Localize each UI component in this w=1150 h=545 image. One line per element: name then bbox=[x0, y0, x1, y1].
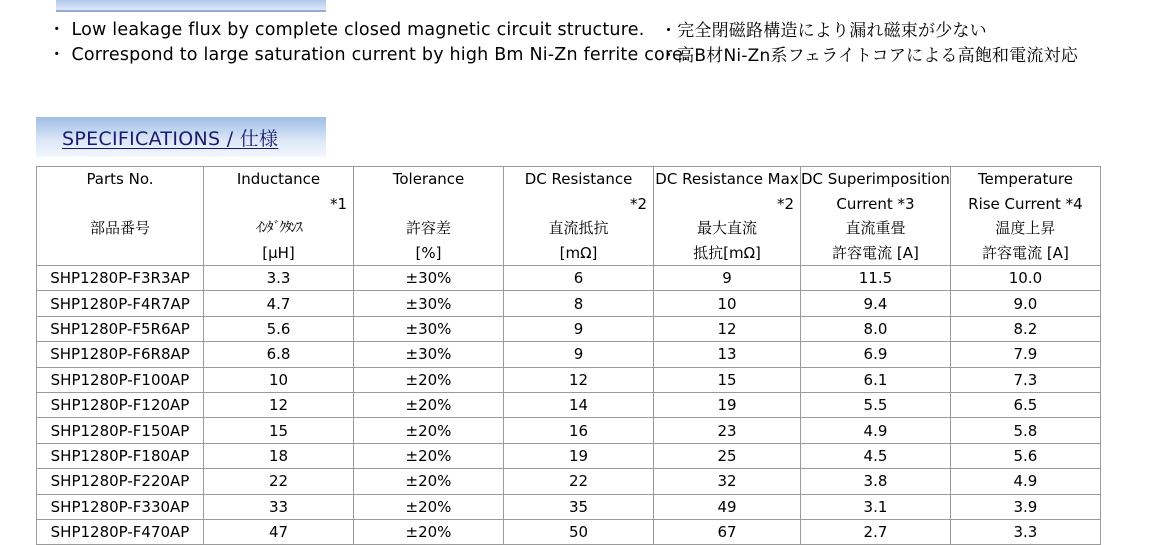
cell-superimposition-current: 2.7 bbox=[801, 519, 951, 544]
table-row bbox=[37, 418, 1101, 443]
cell-part-number: SHP1280P-F150AP bbox=[37, 418, 204, 443]
table-row bbox=[37, 519, 1101, 544]
cell-tolerance: ±30% bbox=[354, 342, 504, 367]
cell-inductance: 5.6 bbox=[204, 316, 354, 341]
cell-inductance: 22 bbox=[204, 469, 354, 494]
header-note-1: *1 bbox=[204, 192, 354, 217]
cell-part-number: SHP1280P-F330AP bbox=[37, 494, 204, 519]
cell-superimposition-current: 9.4 bbox=[801, 291, 951, 316]
cell-tolerance: ±20% bbox=[354, 418, 504, 443]
table-row bbox=[37, 494, 1101, 519]
cell-part-number: SHP1280P-F100AP bbox=[37, 367, 204, 392]
cell-dc-resistance-max: 67 bbox=[654, 519, 801, 544]
header-r4-c1 bbox=[37, 241, 204, 266]
table-row bbox=[37, 367, 1101, 392]
header-unit-uh: [μH] bbox=[204, 241, 354, 266]
header-jp-superimposition: 直流重畳 bbox=[801, 216, 951, 241]
cell-tolerance: ±20% bbox=[354, 494, 504, 519]
cell-dc-resistance: 35 bbox=[504, 494, 654, 519]
header-temperature: Temperature bbox=[950, 167, 1100, 192]
header-dc-resistance-max: DC Resistance Max bbox=[654, 167, 801, 192]
header-unit-mohm-max: 抵抗[mΩ] bbox=[654, 241, 801, 266]
cell-dc-resistance-max: 49 bbox=[654, 494, 801, 519]
cell-inductance: 6.8 bbox=[204, 342, 354, 367]
features-list bbox=[0, 14, 1150, 74]
header-parts-no: Parts No. bbox=[37, 167, 204, 192]
cell-tolerance: ±20% bbox=[354, 367, 504, 392]
cell-dc-resistance-max: 19 bbox=[654, 392, 801, 417]
cell-part-number: SHP1280P-F220AP bbox=[37, 469, 204, 494]
cell-dc-resistance: 6 bbox=[504, 266, 654, 291]
cell-part-number: SHP1280P-F180AP bbox=[37, 443, 204, 468]
cell-part-number: SHP1280P-F6R8AP bbox=[37, 342, 204, 367]
cell-inductance: 33 bbox=[204, 494, 354, 519]
cell-inductance: 4.7 bbox=[204, 291, 354, 316]
feature-en-2: ・ Correspond to large saturation current by high Bm Ni-Zn ferrite core. bbox=[48, 45, 689, 65]
header-note-2a: *2 bbox=[504, 192, 654, 217]
cell-temperature-rise-current: 9.0 bbox=[950, 291, 1100, 316]
cell-inductance: 12 bbox=[204, 392, 354, 417]
cell-superimposition-current: 6.1 bbox=[801, 367, 951, 392]
header-inductance: Inductance bbox=[204, 167, 354, 192]
cell-inductance: 47 bbox=[204, 519, 354, 544]
header-unit-percent: [%] bbox=[354, 241, 504, 266]
table-row bbox=[37, 266, 1101, 291]
cell-temperature-rise-current: 7.9 bbox=[950, 342, 1100, 367]
header-dc-resistance: DC Resistance bbox=[504, 167, 654, 192]
header-jp-inductance: ｲﾝﾀﾞｸﾀﾝｽ bbox=[204, 216, 354, 241]
cell-superimposition-current: 5.5 bbox=[801, 392, 951, 417]
cell-dc-resistance: 8 bbox=[504, 291, 654, 316]
header-row-3 bbox=[37, 216, 1101, 241]
spec-section-title: SPECIFICATIONS / 仕様 bbox=[62, 128, 279, 150]
cell-temperature-rise-current: 10.0 bbox=[950, 266, 1100, 291]
table-row bbox=[37, 291, 1101, 316]
header-jp-temperature: 温度上昇 bbox=[950, 216, 1100, 241]
feature-jp-1: ・完全閉磁路構造により漏れ磁束が少ない bbox=[660, 21, 987, 41]
cell-part-number: SHP1280P-F470AP bbox=[37, 519, 204, 544]
header-r2-c3 bbox=[354, 192, 504, 217]
header-jp-parts: 部品番号 bbox=[37, 216, 204, 241]
header-jp-tolerance: 許容差 bbox=[354, 216, 504, 241]
cell-dc-resistance: 50 bbox=[504, 519, 654, 544]
cell-inductance: 3.3 bbox=[204, 266, 354, 291]
header-row-1 bbox=[37, 167, 1101, 192]
table-body bbox=[37, 266, 1101, 545]
cell-superimposition-current: 11.5 bbox=[801, 266, 951, 291]
header-tolerance: Tolerance bbox=[354, 167, 504, 192]
cell-superimposition-current: 3.1 bbox=[801, 494, 951, 519]
feature-en-1: ・ Low leakage flux by complete closed magnetic circuit structure. bbox=[48, 20, 645, 40]
cell-dc-resistance: 9 bbox=[504, 316, 654, 341]
cell-part-number: SHP1280P-F3R3AP bbox=[37, 266, 204, 291]
header-row-2 bbox=[37, 192, 1101, 217]
cell-temperature-rise-current: 3.9 bbox=[950, 494, 1100, 519]
cell-dc-resistance-max: 23 bbox=[654, 418, 801, 443]
cell-tolerance: ±20% bbox=[354, 392, 504, 417]
cell-superimposition-current: 4.5 bbox=[801, 443, 951, 468]
header-rise-current-note-4: Rise Current *4 bbox=[950, 192, 1100, 217]
cell-dc-resistance-max: 10 bbox=[654, 291, 801, 316]
header-unit-amp-superimposition: 許容電流 [A] bbox=[801, 241, 951, 266]
header-note-2b: *2 bbox=[654, 192, 801, 217]
cell-dc-resistance-max: 15 bbox=[654, 367, 801, 392]
header-jp-dcr-max: 最大直流 bbox=[654, 216, 801, 241]
cell-dc-resistance-max: 13 bbox=[654, 342, 801, 367]
cell-inductance: 15 bbox=[204, 418, 354, 443]
cell-part-number: SHP1280P-F120AP bbox=[37, 392, 204, 417]
cell-part-number: SHP1280P-F5R6AP bbox=[37, 316, 204, 341]
cell-tolerance: ±20% bbox=[354, 469, 504, 494]
cell-dc-resistance-max: 32 bbox=[654, 469, 801, 494]
cell-dc-resistance: 14 bbox=[504, 392, 654, 417]
cell-temperature-rise-current: 6.5 bbox=[950, 392, 1100, 417]
cell-temperature-rise-current: 7.3 bbox=[950, 367, 1100, 392]
cell-inductance: 18 bbox=[204, 443, 354, 468]
cell-temperature-rise-current: 5.6 bbox=[950, 443, 1100, 468]
section-tab-top bbox=[56, 0, 326, 12]
cell-inductance: 10 bbox=[204, 367, 354, 392]
header-unit-mohm: [mΩ] bbox=[504, 241, 654, 266]
cell-superimposition-current: 6.9 bbox=[801, 342, 951, 367]
cell-tolerance: ±30% bbox=[354, 291, 504, 316]
header-dc-superimposition: DC Superimposition bbox=[801, 167, 951, 192]
header-row-4 bbox=[37, 241, 1101, 266]
table-row bbox=[37, 342, 1101, 367]
cell-dc-resistance: 19 bbox=[504, 443, 654, 468]
table-row bbox=[37, 443, 1101, 468]
cell-tolerance: ±30% bbox=[354, 316, 504, 341]
cell-dc-resistance: 22 bbox=[504, 469, 654, 494]
cell-tolerance: ±20% bbox=[354, 519, 504, 544]
cell-temperature-rise-current: 4.9 bbox=[950, 469, 1100, 494]
header-r2-c1 bbox=[37, 192, 204, 217]
cell-temperature-rise-current: 8.2 bbox=[950, 316, 1100, 341]
cell-dc-resistance-max: 9 bbox=[654, 266, 801, 291]
table-row bbox=[37, 392, 1101, 417]
table-row bbox=[37, 316, 1101, 341]
cell-dc-resistance: 9 bbox=[504, 342, 654, 367]
cell-superimposition-current: 8.0 bbox=[801, 316, 951, 341]
cell-dc-resistance: 16 bbox=[504, 418, 654, 443]
header-jp-dcr: 直流抵抗 bbox=[504, 216, 654, 241]
table-row bbox=[37, 469, 1101, 494]
cell-dc-resistance: 12 bbox=[504, 367, 654, 392]
cell-superimposition-current: 4.9 bbox=[801, 418, 951, 443]
feature-jp-2: ・高B材Ni-Zn系フェライトコアによる高飽和電流対応 bbox=[660, 46, 1079, 66]
cell-part-number: SHP1280P-F4R7AP bbox=[37, 291, 204, 316]
header-current-note-3: Current *3 bbox=[801, 192, 951, 217]
cell-superimposition-current: 3.8 bbox=[801, 469, 951, 494]
header-unit-amp-temperature: 許容電流 [A] bbox=[950, 241, 1100, 266]
cell-temperature-rise-current: 5.8 bbox=[950, 418, 1100, 443]
cell-dc-resistance-max: 25 bbox=[654, 443, 801, 468]
cell-dc-resistance-max: 12 bbox=[654, 316, 801, 341]
cell-temperature-rise-current: 3.3 bbox=[950, 519, 1100, 544]
specifications-table bbox=[36, 166, 1101, 545]
cell-tolerance: ±20% bbox=[354, 443, 504, 468]
cell-tolerance: ±30% bbox=[354, 266, 504, 291]
